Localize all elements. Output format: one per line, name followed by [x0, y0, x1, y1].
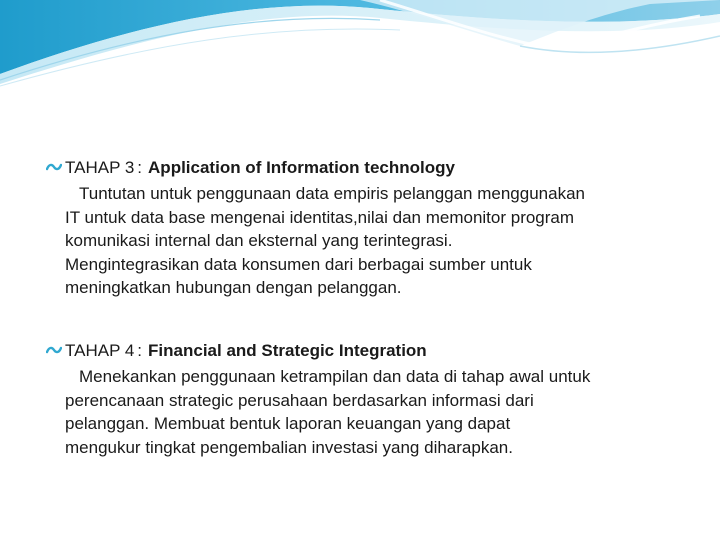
tahap-separator: : — [137, 341, 143, 360]
body-line: komunikasi internal dan eksternal yang terintegrasi. — [65, 231, 453, 250]
body-line: Tuntutan untuk penggunaan data empiris pelanggan menggunakan — [79, 184, 585, 203]
body-line: perencanaan strategic perusahaan berdasarkan informasi dari — [65, 390, 534, 410]
tahap-label: TAHAP 4 — [65, 341, 135, 360]
body-line: pelanggan. Membuat bentuk laporan keuangan yang dapat — [65, 414, 511, 433]
tahap-title: Application of Information technology — [148, 158, 455, 177]
body-line: IT untuk data base mengenai identitas,nilai dan memonitor program — [65, 207, 575, 227]
body-line: meningkatkan hubungan dengan pelanggan. — [65, 278, 402, 297]
body-line: Menekankan penggunaan ketrampilan dan data di tahap awal untuk — [79, 367, 591, 386]
bullet-block-tahap-4 — [46, 340, 706, 459]
bullet-block-tahap-3 — [46, 157, 706, 300]
tahap-label: TAHAP 3 — [65, 158, 135, 177]
tahap-separator: : — [137, 158, 143, 177]
bullet-body-text — [65, 365, 706, 459]
wave-header-decoration — [0, 0, 720, 110]
bullet-heading — [46, 157, 706, 179]
body-line: Mengintegrasikan data konsumen dari berbagai sumber untuk — [65, 254, 532, 274]
bullet-heading — [46, 340, 706, 362]
bullet-body-text — [65, 182, 706, 300]
body-line: mengukur tingkat pengembalian investasi yang diharapkan. — [65, 437, 513, 457]
tilde-wave-bullet-icon — [46, 160, 62, 174]
tahap-title: Financial and Strategic Integration — [148, 341, 427, 360]
tilde-wave-bullet-icon — [46, 343, 62, 357]
